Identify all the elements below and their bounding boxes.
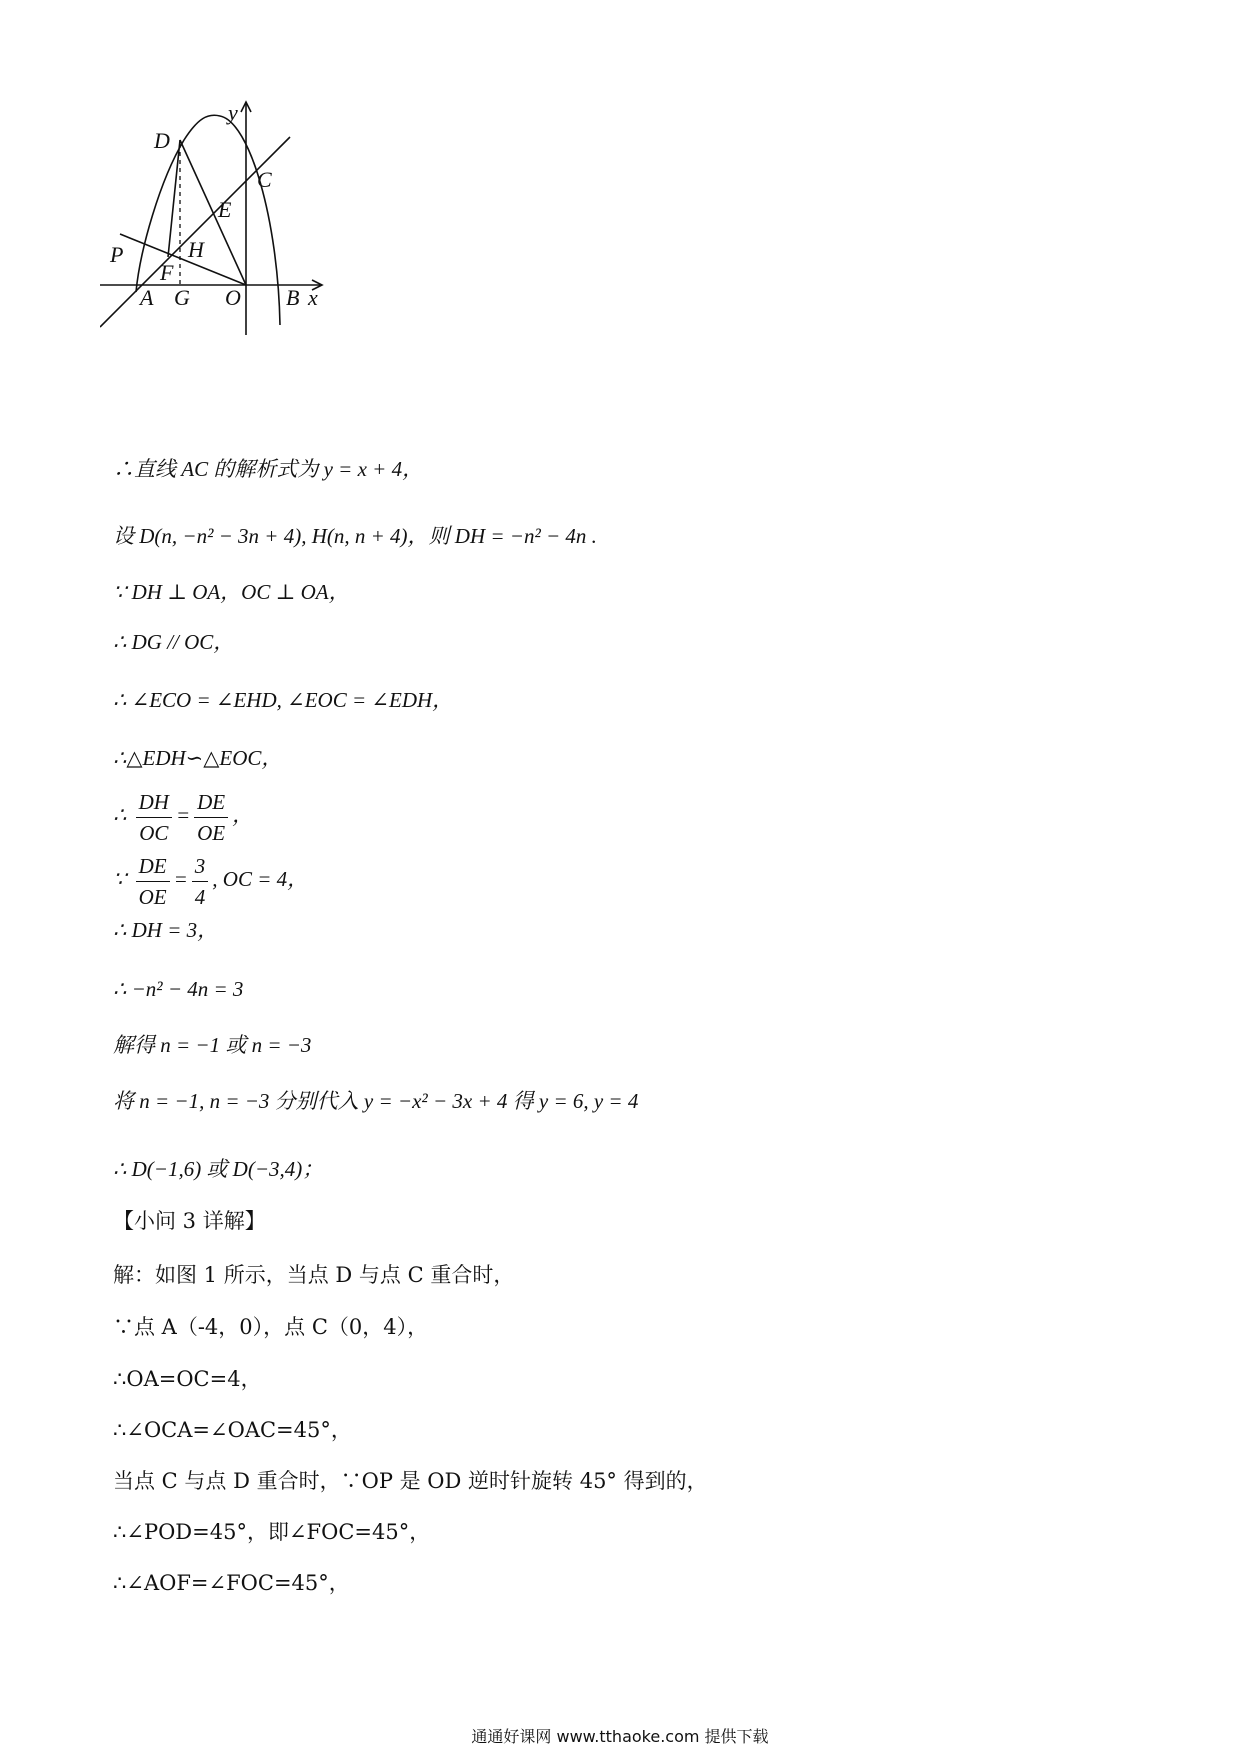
line-angle-45: ∴∠OCA=∠OAC=45°， bbox=[113, 1418, 352, 1442]
line-ac bbox=[100, 137, 290, 327]
fraction-dh-oc: $\frac{DH}{OC}$ bbox=[136, 787, 172, 848]
geometry-figure bbox=[100, 100, 500, 380]
line-d-result: ∴ D(−1,6) 或 D(−3,4)； bbox=[113, 1157, 324, 1181]
label-o: O bbox=[225, 285, 241, 310]
fraction-de-oe-given: $\frac{DE}{OE}$ bbox=[136, 851, 170, 912]
line-ratio: ∴ $\frac{DH}{OC}$ = $\frac{DE}{OE}$ ， bbox=[113, 782, 253, 848]
line-perpendicular: ∵ DH ⊥ OA，OC ⊥ OA， bbox=[113, 580, 350, 604]
section-heading: 【小问 3 详解】 bbox=[113, 1209, 266, 1233]
line-case-intro: 解：如图 1 所示，当点 D 与点 C 重合时， bbox=[113, 1263, 515, 1287]
line-points: ∵点 A（-4，0），点 C（0，4）， bbox=[113, 1315, 429, 1339]
line-aof: ∴∠AOF=∠FOC=45°， bbox=[113, 1571, 350, 1595]
label-e: E bbox=[218, 197, 232, 222]
line-substitute: 将 n = −1, n = −3 分别代入 y = −x² − 3x + 4 得 y = 6, y = 4 bbox=[113, 1089, 639, 1113]
page-footer: 通通好课网 www.tthaoke.com 提供下载 bbox=[471, 1727, 769, 1746]
label-x: x bbox=[308, 285, 318, 310]
line-dh-value: ∴ DH = 3， bbox=[113, 918, 219, 942]
label-d: D bbox=[154, 128, 170, 153]
line-do bbox=[180, 140, 246, 285]
fraction-de-oe: $\frac{DE}{OE}$ bbox=[194, 787, 228, 848]
label-a: A bbox=[140, 285, 154, 310]
label-h: H bbox=[188, 237, 204, 262]
line-solve: 解得 n = −1 或 n = −3 bbox=[113, 1033, 312, 1057]
line-oa-oc: ∴OA=OC=4， bbox=[113, 1367, 262, 1391]
line-given-ratio: ∵ $\frac{DE}{OE}$ = $\frac{3}{4}$ , OC = 4， bbox=[113, 846, 308, 912]
line-rotation: 当点 C 与点 D 重合时，∵OP 是 OD 逆时针旋转 45° 得到的， bbox=[113, 1469, 708, 1493]
label-b: B bbox=[286, 285, 300, 310]
line-pod: ∴∠POD=45°，即∠FOC=45°， bbox=[113, 1520, 431, 1544]
line-parallel: ∴ DG // OC， bbox=[113, 630, 235, 654]
fraction-3-4: $\frac{3}{4}$ bbox=[192, 851, 209, 912]
line-set-d-h: 设 D(n, −n² − 3n + 4), H(n, n + 4)，则 DH = −n² − 4n . bbox=[113, 524, 597, 548]
label-p: P bbox=[110, 242, 124, 267]
label-c: C bbox=[257, 167, 272, 192]
line-ac-equation: ∴直线 AC 的解析式为 y = x + 4， bbox=[113, 457, 424, 481]
line-angles-equal: ∴ ∠ECO = ∠EHD, ∠EOC = ∠EDH， bbox=[113, 688, 454, 712]
label-y: y bbox=[228, 100, 238, 125]
label-f: F bbox=[160, 260, 174, 285]
line-quadratic: ∴ −n² − 4n = 3 bbox=[113, 977, 244, 1001]
line-similar: ∴△EDH∽△EOC， bbox=[113, 746, 283, 770]
label-g: G bbox=[174, 285, 190, 310]
